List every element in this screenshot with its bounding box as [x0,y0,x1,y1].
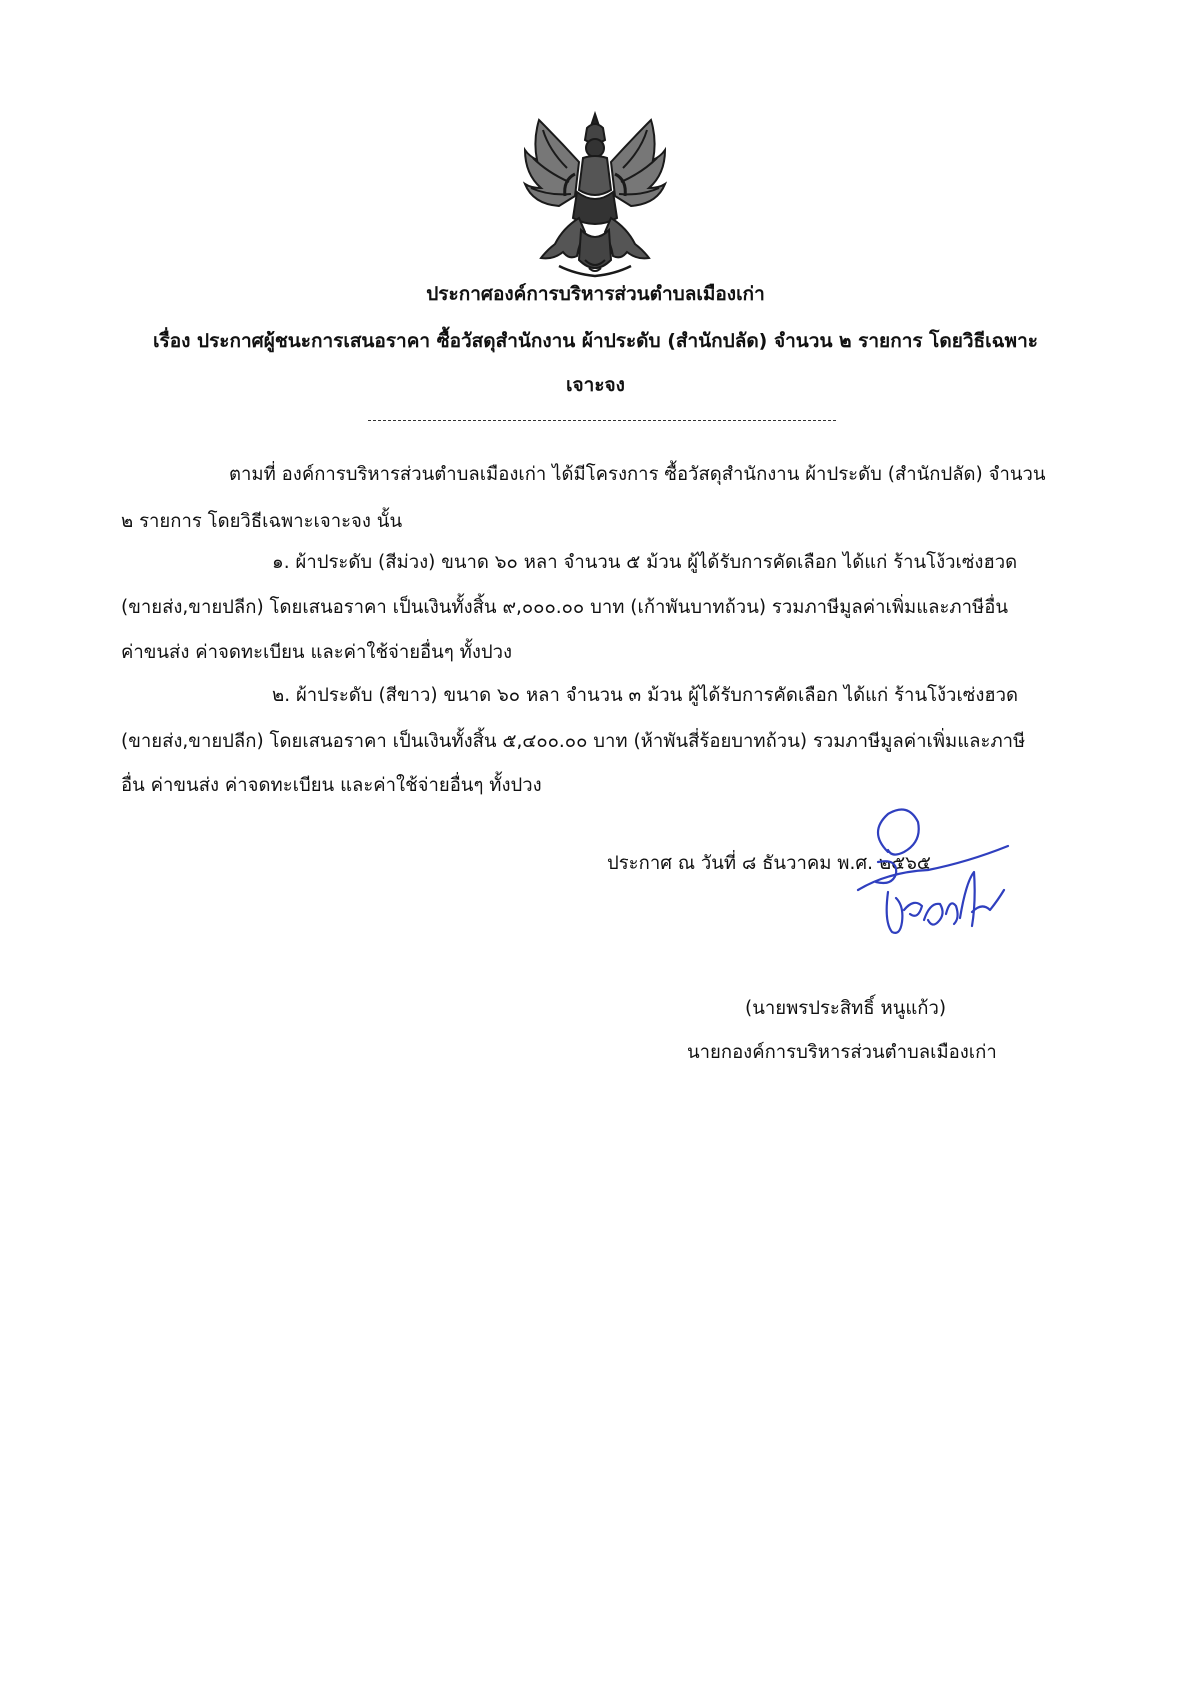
garuda-emblem-icon [519,110,671,280]
intro-paragraph-line: ๒ รายการ โดยวิธีเฉพาะเจาะจง นั้น [121,511,403,532]
announcement-date: ประกาศ ณ วันที่ ๘ ธันวาคม พ.ศ. ๒๕๖๕ [607,853,931,874]
announcement-subject: เรื่อง ประกาศผู้ชนะการเสนอราคา ซื้อวัสดุสำนักงาน ผ้าประดับ (สำนักปลัด) จำนวน ๒ รายการ โดยวิธีเฉพาะ [153,330,1038,352]
item-1-line: (ขายส่ง,ขายปลีก) โดยเสนอราคา เป็นเงินทั้งสิ้น ๙,๐๐๐.๐๐ บาท (เก้าพันบาทถ้วน) รวมภาษีมูลค่าเพิ่มและภาษีอื่น [121,597,1008,618]
item-2-line: (ขายส่ง,ขายปลีก) โดยเสนอราคา เป็นเงินทั้งสิ้น ๕,๔๐๐.๐๐ บาท (ห้าพันสี่ร้อยบาทถ้วน) รวมภาษีมูลค่าเพิ่มและภาษี [121,731,1026,752]
announcement-subject-continued: เจาะจง [566,374,625,396]
item-2-line: อื่น ค่าขนส่ง ค่าจดทะเบียน และค่าใช้จ่ายอื่นๆ ทั้งปวง [121,775,542,796]
announcement-title: ประกาศองค์การบริหารส่วนตำบลเมืองเก่า [426,283,765,305]
item-2-line: ๒. ผ้าประดับ (สีขาว) ขนาด ๖๐ หลา จำนวน ๓ ม้วน ผู้ได้รับการคัดเลือก ได้แก่ ร้านโง้วเซ่งฮวด [272,685,1019,706]
title-divider [368,420,836,421]
intro-paragraph-line: ตามที่ องค์การบริหารส่วนตำบลเมืองเก่า ได้มีโครงการ ซื้อวัสดุสำนักงาน ผ้าประดับ (สำนักปลัด) จำนวน [229,464,1046,485]
handwritten-signature-icon [848,802,1018,962]
item-1-line: ๑. ผ้าประดับ (สีม่วง) ขนาด ๖๐ หลา จำนวน ๕ ม้วน ผู้ได้รับการคัดเลือก ได้แก่ ร้านโง้วเซ่งฮวด [272,552,1018,573]
signatory-position: นายกองค์การบริหารส่วนตำบลเมืองเก่า [687,1042,997,1063]
signatory-name: (นายพรประสิทธิ์ หนูแก้ว) [745,998,947,1019]
item-1-line: ค่าขนส่ง ค่าจดทะเบียน และค่าใช้จ่ายอื่นๆ ทั้งปวง [121,642,513,663]
